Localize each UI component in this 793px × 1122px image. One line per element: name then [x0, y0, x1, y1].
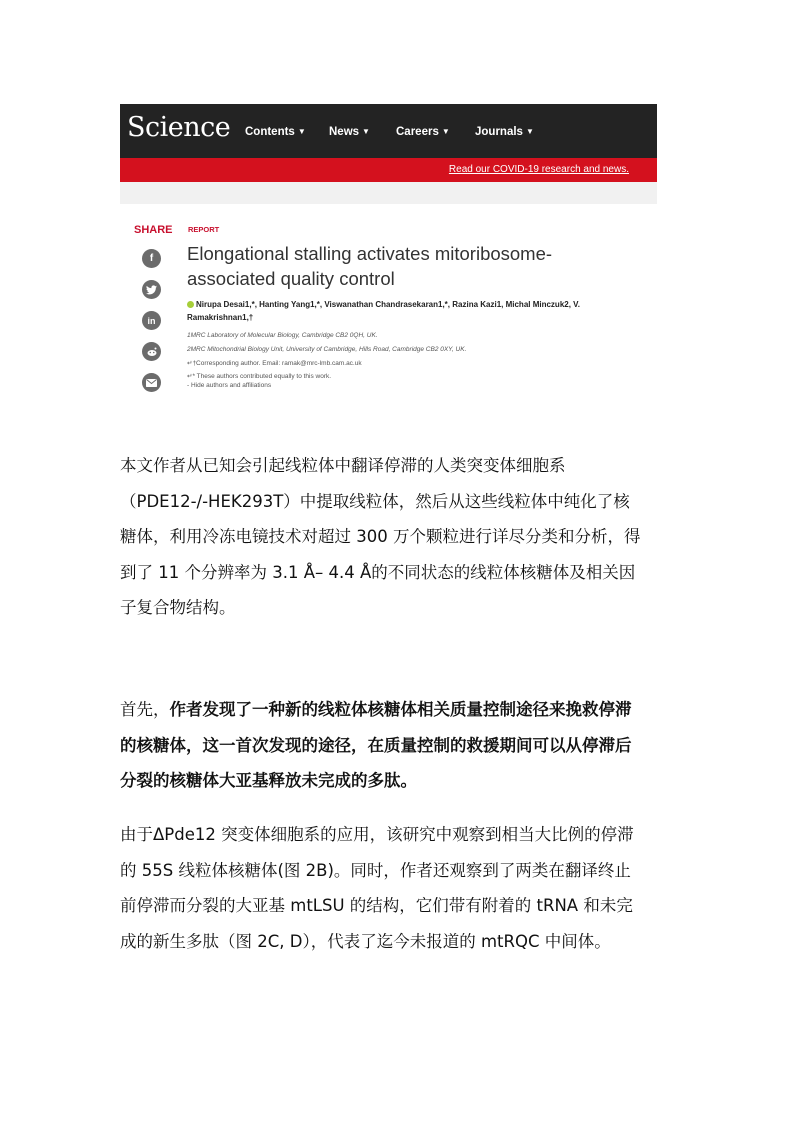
article-title-line: associated quality control — [187, 268, 395, 289]
covid-banner — [120, 158, 657, 182]
paragraph-intro — [120, 448, 680, 626]
text-line: 分裂的核糖体大亚基释放未完成的多肽。 — [120, 771, 417, 790]
text-line: （PDE12-/-HEK293T）中提取线粒体，然后从这些线粒体中纯化了核 — [120, 491, 630, 511]
section-label: REPORT — [188, 225, 220, 234]
author-line[interactable]: Nirupa Desai1,*, Hanting Yang1,*, Viswanathan Chandrasekaran1,*, Razina Kazi1, Michal Minczuk2, V. — [187, 298, 627, 311]
chevron-down-icon: ▼ — [441, 127, 450, 136]
author-list — [187, 298, 627, 324]
chevron-down-icon: ▼ — [297, 127, 306, 136]
text-line: 糖体，利用冷冻电镜技术对超过 300 万个颗粒进行详尽分类和分析，得 — [120, 527, 641, 546]
banner-divider — [120, 182, 657, 204]
reddit-icon[interactable] — [142, 342, 161, 361]
nav-news[interactable]: News ▼ — [329, 126, 370, 138]
site-navbar — [120, 104, 657, 158]
article-title-line: Elongational stalling activates mitoribosome- — [187, 243, 553, 264]
twitter-icon[interactable] — [142, 280, 161, 299]
science-logo[interactable]: Science — [127, 112, 231, 143]
affiliation: 1MRC Laboratory of Molecular Biology, Cambridge CB2 0QH, UK. — [187, 332, 378, 339]
covid-link[interactable]: Read our COVID-19 research and news. — [448, 164, 629, 175]
paragraph-details — [120, 817, 680, 959]
corresponding-author[interactable]: ↵†Corresponding author. Email: ramak@mrc-lmb.cam.ac.uk — [187, 360, 362, 367]
affiliation: 2MRC Mitochondrial Biology Unit, University of Cambridge, Hills Road, Cambridge CB2 0XY, UK. — [187, 346, 467, 353]
nav-contents[interactable]: Contents ▼ — [245, 126, 306, 138]
nav-journals[interactable]: Journals ▼ — [475, 126, 534, 138]
text-line: 前停滞而分裂的大亚基 mtLSU 的结构，它们带有附着的 tRNA 和未完 — [120, 896, 633, 915]
text-line: 的核糖体，这一首次发现的途径，在质量控制的救援期间可以从停滞后 — [120, 735, 632, 755]
share-label: SHARE — [134, 224, 173, 236]
facebook-icon[interactable]: f — [142, 249, 161, 268]
article-screenshot — [120, 104, 657, 396]
text-line: 首先，作者发现了一种新的线粒体核糖体相关质量控制途径来挽救停滞 — [120, 700, 632, 719]
text-line: 的 55S 线粒体核糖体(图 2B)。同时，作者还观察到了两类在翻译终止 — [120, 860, 631, 880]
nav-careers[interactable]: Careers ▼ — [396, 126, 450, 138]
linkedin-icon[interactable]: in — [142, 311, 161, 330]
text-line: 到了 11 个分辨率为 3.1 Å– 4.4 Å的不同状态的线粒体核糖体及相关因 — [120, 562, 636, 582]
orcid-icon — [187, 301, 194, 308]
equal-contribution-note: ↵* These authors contributed equally to this work. — [187, 373, 332, 380]
email-icon[interactable] — [142, 373, 161, 392]
hide-authors-link[interactable]: - Hide authors and affiliations — [187, 382, 272, 389]
author-line[interactable]: Ramakrishnan1,† — [187, 313, 254, 322]
paragraph-finding — [120, 692, 680, 799]
text-line: 由于ΔPde12 突变体细胞系的应用，该研究中观察到相当大比例的停滞 — [120, 825, 634, 844]
chevron-down-icon: ▼ — [362, 127, 370, 136]
text-line: 成的新生多肽（图 2C, D），代表了迄今未报道的 mtRQC 中间体。 — [120, 931, 611, 951]
text-line: 子复合物结构。 — [120, 598, 236, 617]
text-line: 本文作者从已知会引起线粒体中翻译停滞的人类突变体细胞系 — [120, 456, 566, 475]
article-title — [187, 241, 597, 291]
chevron-down-icon: ▼ — [525, 127, 534, 136]
